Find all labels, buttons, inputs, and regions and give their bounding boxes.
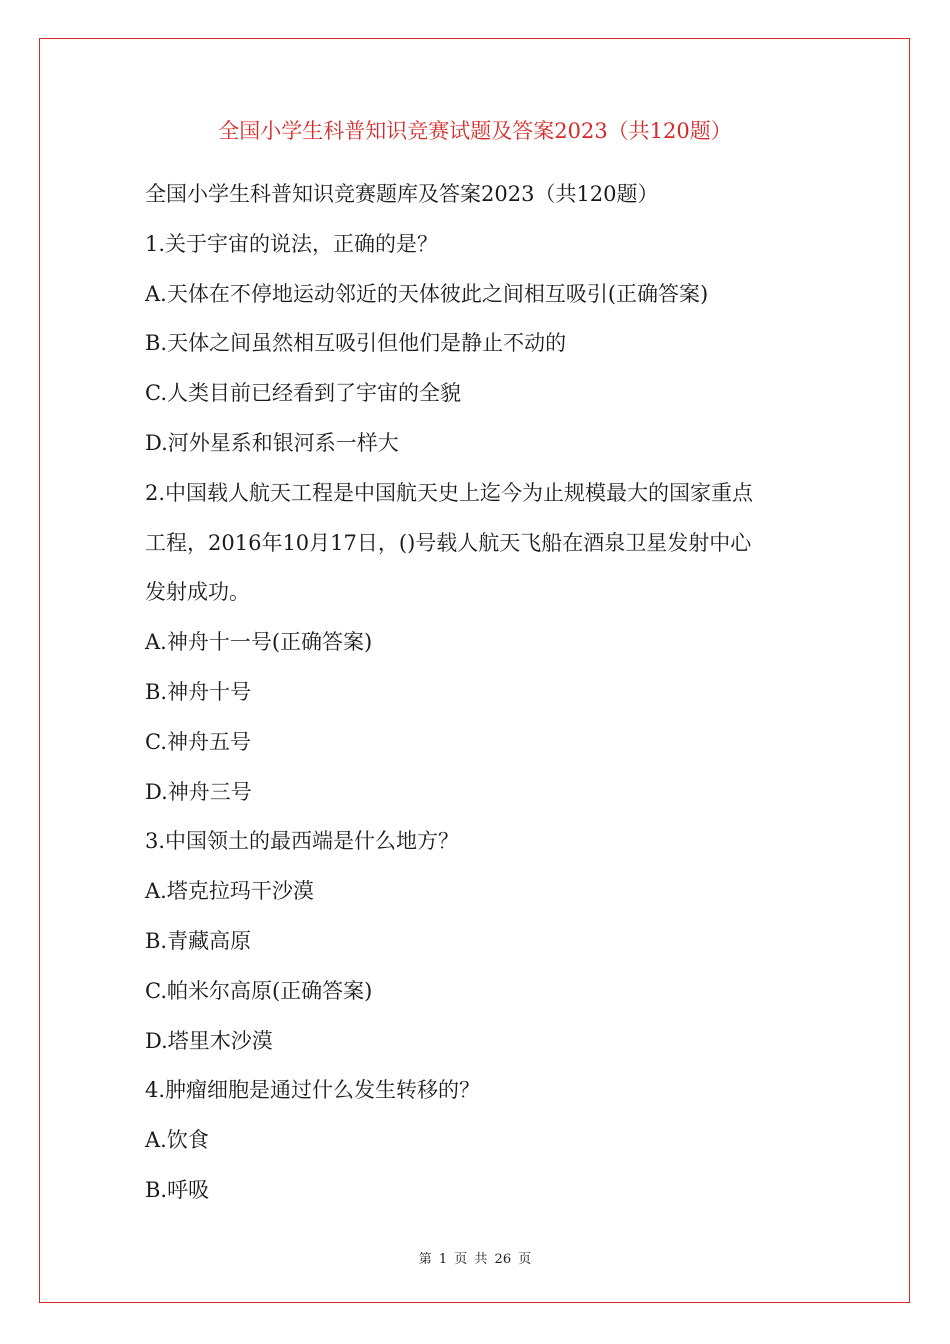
q3-option-d: D.塔里木沙漠 (145, 1028, 273, 1053)
question-2-line-2: 工程，2016年10月17日，()号载人航天飞船在酒泉卫星发射中心 (145, 530, 752, 555)
question-4: 4.肿瘤细胞是通过什么发生转移的？ (145, 1078, 481, 1103)
question-2-line-3: 发射成功。 (145, 580, 250, 605)
q1-option-b: B.天体之间虽然相互吸引但他们是静止不动的 (145, 331, 567, 356)
q1-option-d: D.河外星系和银河系一样大 (145, 430, 399, 455)
intro-line: 全国小学生科普知识竞赛题库及答案2023（共120题） (145, 182, 659, 206)
q4-option-b: B.呼吸 (145, 1177, 210, 1202)
q3-option-c: C.帕米尔高原(正确答案) (145, 978, 373, 1003)
q3-option-a: A.塔克拉玛干沙漠 (145, 879, 314, 904)
q2-option-c: C.神舟五号 (145, 729, 251, 754)
q2-option-a: A.神舟十一号(正确答案) (145, 630, 373, 655)
q1-option-c: C.人类目前已经看到了宇宙的全貌 (145, 381, 461, 406)
question-2-line-1: 2.中国载人航天工程是中国航天史上迄今为止规模最大的国家重点 (145, 480, 754, 505)
q2-option-b: B.神舟十号 (145, 679, 252, 704)
question-3: 3.中国领土的最西端是什么地方？ (145, 829, 460, 854)
q2-option-d: D.神舟三号 (145, 779, 252, 804)
document-title: 全国小学生科普知识竞赛试题及答案2023（共120题） (218, 119, 732, 143)
q4-option-a: A.饮食 (145, 1128, 209, 1153)
q3-option-b: B.青藏高原 (145, 928, 252, 953)
document-body (145, 170, 825, 1216)
q1-option-a: A.天体在不停地运动邻近的天体彼此之间相互吸引(正确答案) (145, 281, 709, 306)
page-number-footer: 第 1 页 共 26 页 (418, 1252, 532, 1267)
question-1: 1.关于宇宙的说法，正确的是？ (145, 231, 439, 256)
